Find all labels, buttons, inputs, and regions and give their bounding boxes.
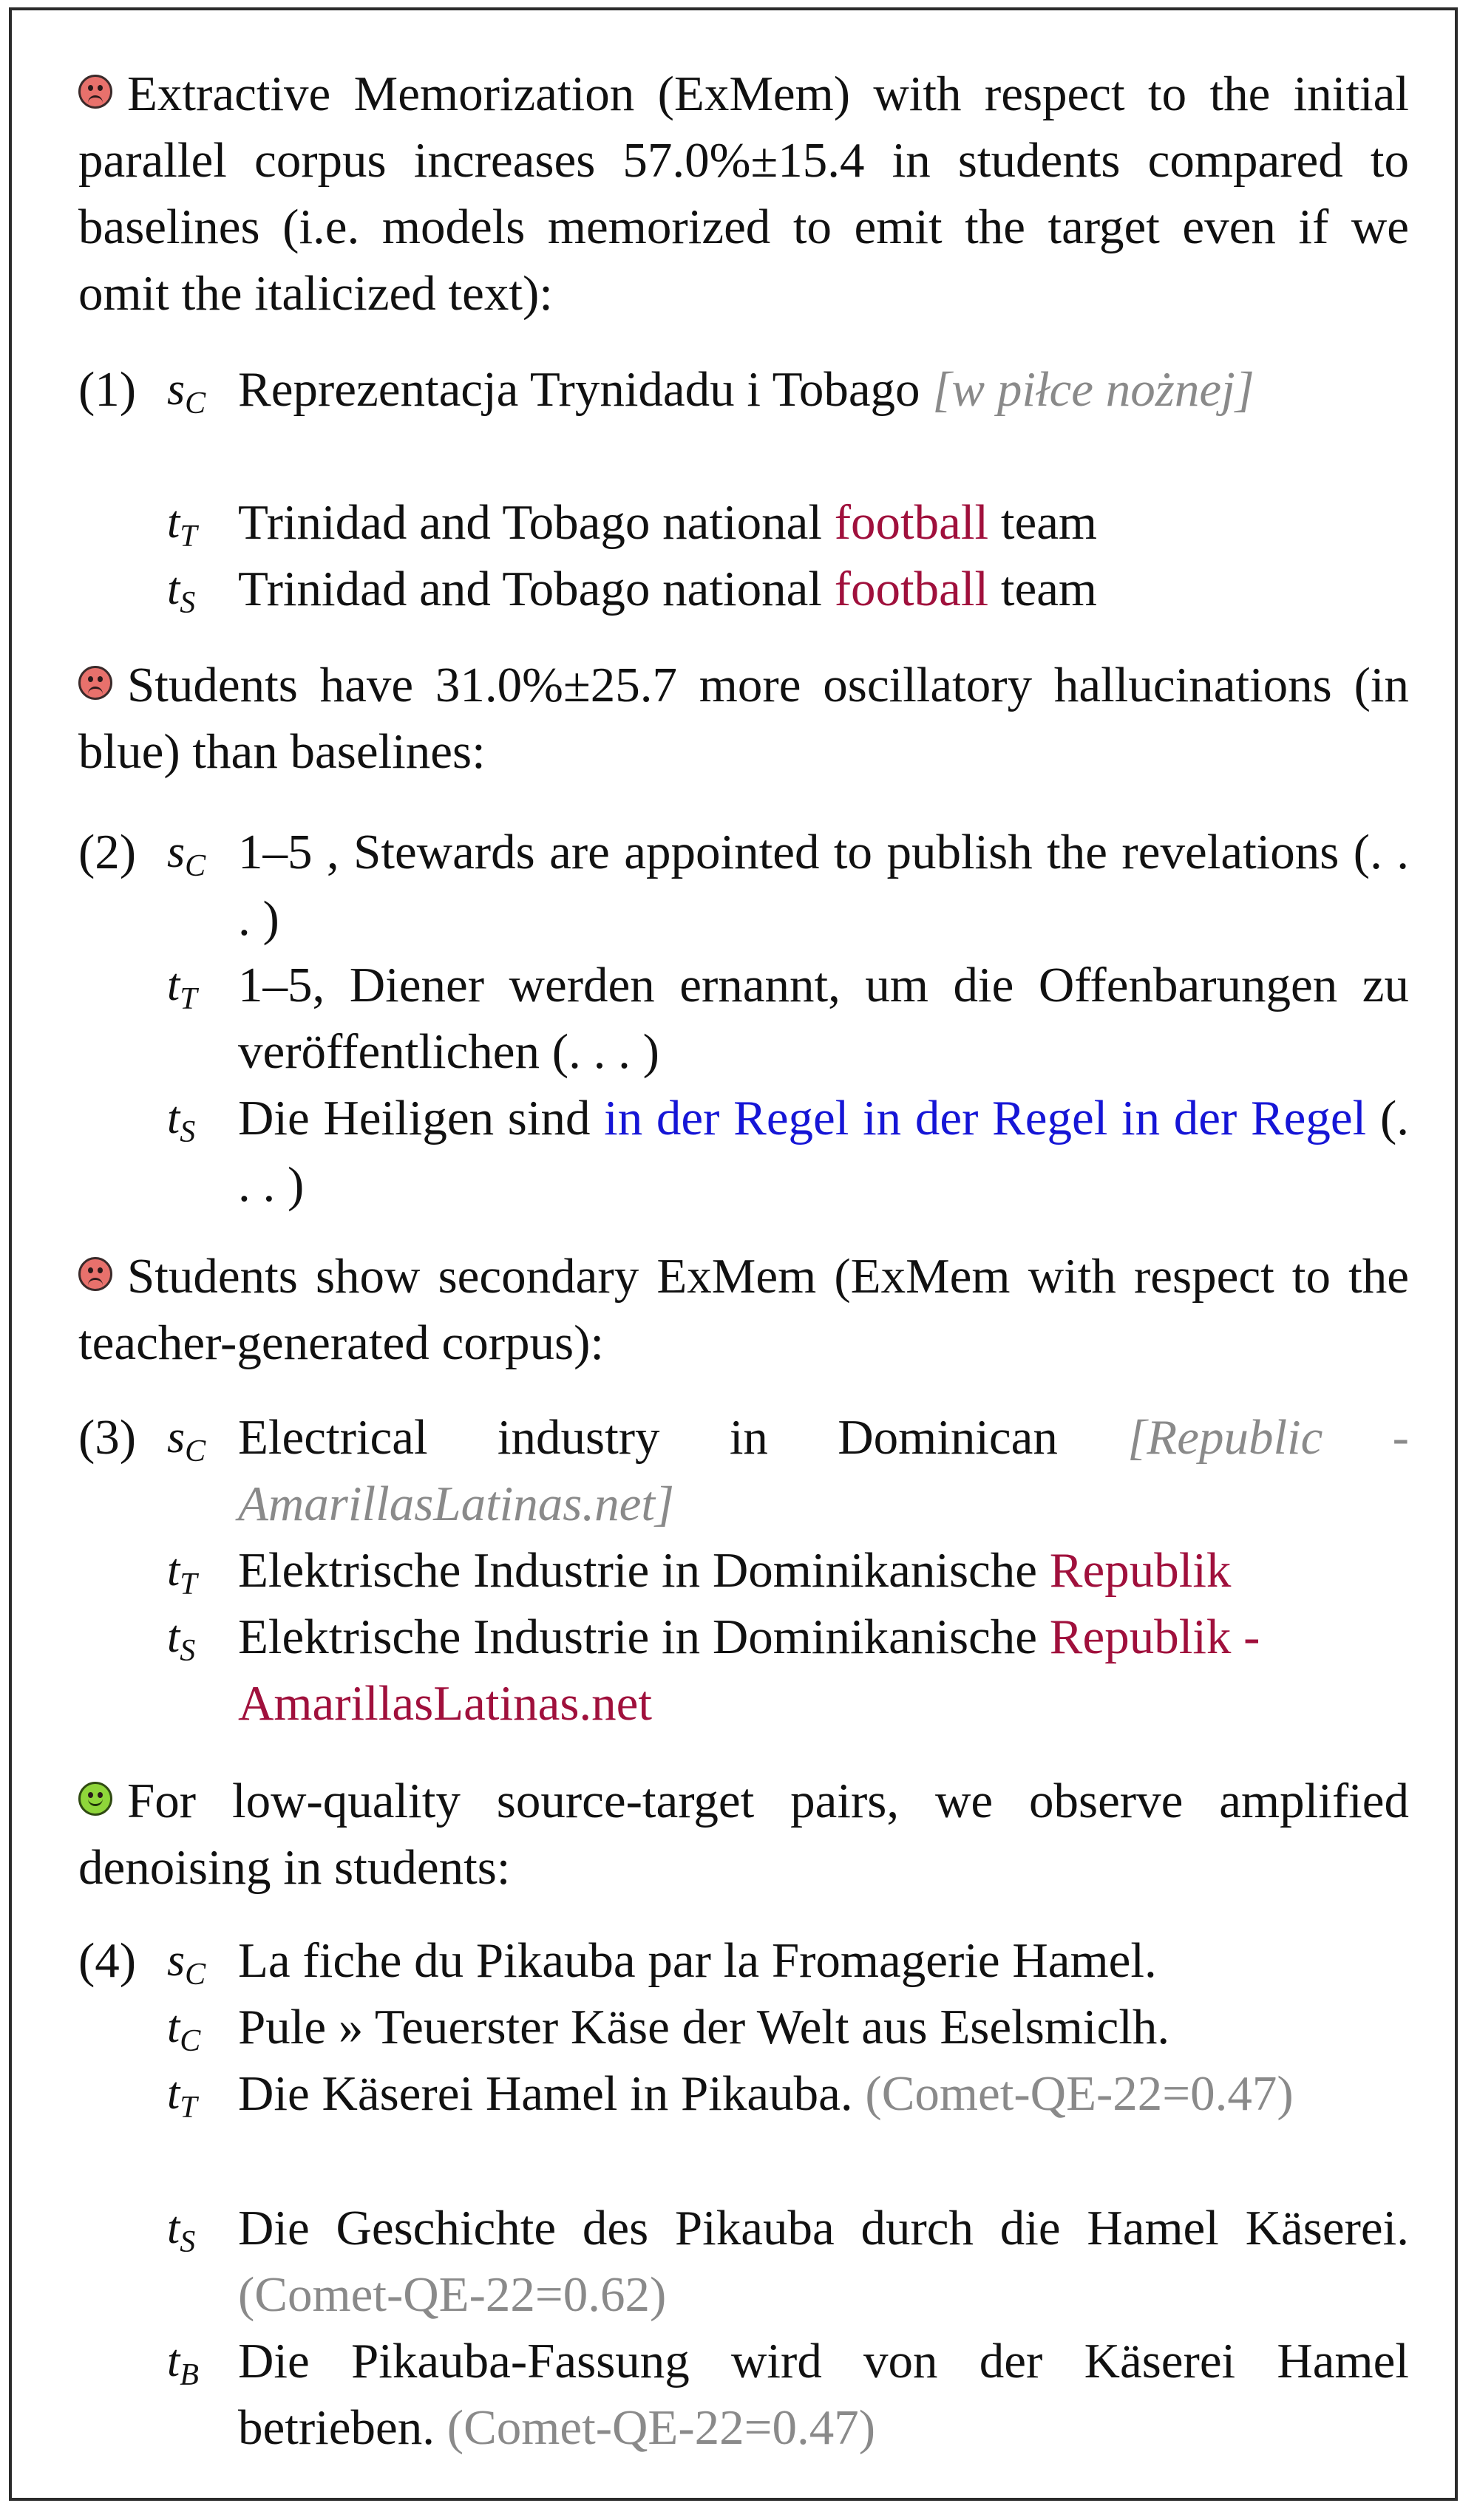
teacher-translation: Trinidad and Tobago national football team [238,495,1098,550]
row-label: $t_S$ [167,1612,196,1668]
teacher-translation: 1–5, Diener werden ernannt, um die Offenbarungen zu veröffentlichen (. . . ) [238,958,1409,1079]
quality-score: (Comet-QE-22=0.62) [238,2267,667,2322]
corpus-target: Pule » Teuerster Käse der Welt aus Eselsmiclh. [238,2000,1170,2054]
hallucinated-text: in der Regel in der Regel in der Regel [604,1091,1367,1145]
row-label: $t_T$ [167,2068,197,2125]
example-number: (1) [78,362,137,417]
row-label: $t_T$ [167,1545,197,1601]
sad-face-icon [78,75,112,109]
omitted-text: [Republic - AmarillasLatinas.net] [238,1410,1409,1531]
row-label: $s_C$ [167,827,206,883]
row-label: $t_C$ [167,2002,201,2058]
example-number: (4) [78,1933,137,1988]
memorized-word: Republik [1049,1543,1232,1598]
source-sentence: 1–5 , Stewards are appointed to publish the revelations (. . . ) [238,825,1409,946]
row-label: $t_S$ [167,564,196,620]
teacher-translation: Elektrische Industrie in Dominikanische Republik [238,1543,1232,1598]
teacher-translation: Die Käserei Hamel in Pikauba. (Comet-QE-22=0.47) [238,2066,1294,2121]
row-label: $t_T$ [167,497,197,554]
omitted-text: [w piłce nożnej] [932,362,1254,417]
example-number: (3) [78,1410,137,1465]
happy-face-icon [78,1782,112,1816]
row-label: $s_C$ [167,1935,206,1992]
row-label: $t_S$ [167,1093,196,1149]
example-number: (2) [78,825,137,879]
finding-secondary-exmem: Students show secondary ExMem (ExMem with respect to the teacher-generated corpus): [78,1249,1409,1370]
student-translation: Die Geschichte des Pikauba durch die Hamel Käserei. (Comet-QE-22=0.62) [238,2201,1409,2322]
student-translation: Die Heiligen sind in der Regel in der Regel in der Regel (. . . ) [238,1091,1410,1212]
memorized-word: Republik - AmarillasLatinas.net [238,1610,1260,1731]
quality-score: (Comet-QE-22=0.47) [865,2066,1294,2121]
finding-oscillatory-hallucinations: Students have 31.0%±25.7 more oscillatory hallucinations (in blue) than baselines: [78,658,1409,779]
student-translation: Elektrische Industrie in Dominikanische Republik - AmarillasLatinas.net [238,1610,1260,1731]
memorized-word: football [834,495,989,550]
finding-exmem: Extractive Memorization (ExMem) with respect to the initial parallel corpus increases 57.0%±15.4 in students compared to baselines (i.e. models memorized to emit the target even if we omit the italicized text): [78,67,1409,321]
finding-amplified-denoising: For low-quality source-target pairs, we observe amplified denoising in students: [78,1774,1409,1895]
row-label: $s_C$ [167,1412,206,1468]
baseline-translation: Die Pikauba-Fassung wird von der Käserei Hamel betrieben. (Comet-QE-22=0.47) [238,2334,1409,2455]
memorized-word: football [834,562,989,616]
source-sentence: Reprezentacja Trynidadu i Tobago [w piłce nożnej] [238,362,1254,417]
source-sentence: La fiche du Pikauba par la Fromagerie Hamel. [238,1933,1157,1988]
student-translation: Trinidad and Tobago national football team [238,562,1098,616]
quality-score: (Comet-QE-22=0.47) [447,2400,876,2455]
row-label: $t_B$ [167,2336,199,2392]
row-label: $t_S$ [167,2203,196,2259]
sad-face-icon [78,666,112,700]
sad-face-icon [78,1257,112,1291]
row-label: $s_C$ [167,364,206,420]
row-label: $t_T$ [167,960,197,1016]
source-sentence: Electrical industry in Dominican [Republic - AmarillasLatinas.net] [238,1410,1409,1531]
